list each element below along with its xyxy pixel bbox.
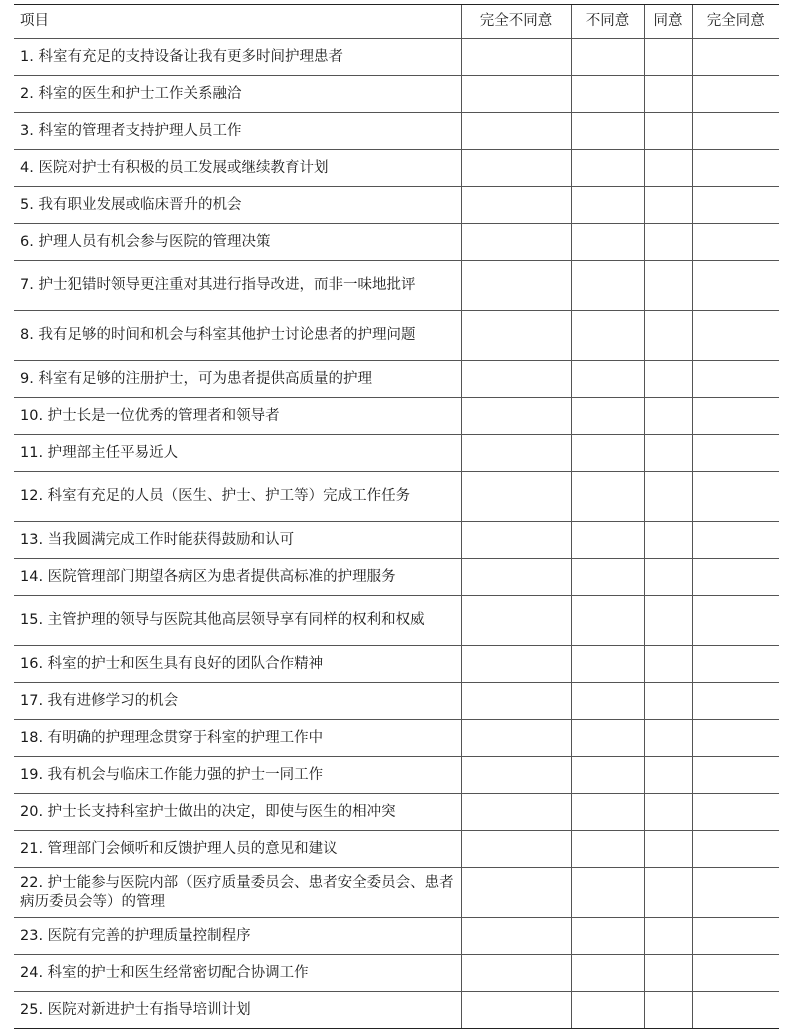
table-row: [14, 311, 779, 361]
response-cell-disagree[interactable]: [571, 794, 644, 831]
response-cell-strongly-agree[interactable]: [692, 831, 779, 868]
survey-item-text: 16. 科室的护士和医生具有良好的团队合作精神: [14, 646, 461, 683]
response-cell-strongly-agree[interactable]: [692, 150, 779, 187]
table-row: [14, 559, 779, 596]
response-cell-strongly-agree[interactable]: [692, 559, 779, 596]
response-cell-strongly-agree[interactable]: [692, 522, 779, 559]
table-row: [14, 596, 779, 646]
response-cell-strongly-agree[interactable]: [692, 187, 779, 224]
response-cell-disagree[interactable]: [571, 398, 644, 435]
survey-item-text: 21. 管理部门会倾听和反馈护理人员的意见和建议: [14, 831, 461, 868]
header-strongly-disagree: 完全不同意: [461, 5, 571, 39]
response-cell-strongly-disagree[interactable]: [461, 150, 571, 187]
response-cell-strongly-disagree[interactable]: [461, 646, 571, 683]
response-cell-strongly-agree[interactable]: [692, 955, 779, 992]
response-cell-disagree[interactable]: [571, 224, 644, 261]
table-row: [14, 831, 779, 868]
response-cell-strongly-disagree[interactable]: [461, 992, 571, 1029]
response-cell-strongly-disagree[interactable]: [461, 831, 571, 868]
response-cell-agree[interactable]: [644, 224, 692, 261]
response-cell-strongly-disagree[interactable]: [461, 361, 571, 398]
response-cell-disagree[interactable]: [571, 261, 644, 311]
response-cell-strongly-disagree[interactable]: [461, 794, 571, 831]
response-cell-disagree[interactable]: [571, 522, 644, 559]
response-cell-agree[interactable]: [644, 398, 692, 435]
survey-item-text: 15. 主管护理的领导与医院其他高层领导享有同样的权利和权威: [14, 596, 461, 646]
survey-item-text: 23. 医院有完善的护理质量控制程序: [14, 918, 461, 955]
table-row: [14, 683, 779, 720]
response-cell-strongly-disagree[interactable]: [461, 720, 571, 757]
response-cell-agree[interactable]: [644, 261, 692, 311]
header-item: 项目: [14, 5, 461, 39]
table-row: [14, 868, 779, 918]
response-cell-strongly-disagree[interactable]: [461, 559, 571, 596]
table-row: [14, 522, 779, 559]
response-cell-disagree[interactable]: [571, 955, 644, 992]
response-cell-disagree[interactable]: [571, 311, 644, 361]
response-cell-agree[interactable]: [644, 472, 692, 522]
response-cell-strongly-disagree[interactable]: [461, 113, 571, 150]
response-cell-strongly-agree[interactable]: [692, 646, 779, 683]
response-cell-strongly-disagree[interactable]: [461, 472, 571, 522]
survey-item-text: 5. 我有职业发展或临床晋升的机会: [14, 187, 461, 224]
response-cell-agree[interactable]: [644, 113, 692, 150]
survey-item-text: 13. 当我圆满完成工作时能获得鼓励和认可: [14, 522, 461, 559]
survey-item-text: 4. 医院对护士有积极的员工发展或继续教育计划: [14, 150, 461, 187]
table-row: [14, 113, 779, 150]
table-row: [14, 794, 779, 831]
survey-rows: [14, 39, 779, 1029]
response-cell-strongly-agree[interactable]: [692, 398, 779, 435]
response-cell-strongly-agree[interactable]: [692, 596, 779, 646]
table-row: [14, 187, 779, 224]
response-cell-disagree[interactable]: [571, 76, 644, 113]
response-cell-strongly-agree[interactable]: [692, 311, 779, 361]
response-cell-agree[interactable]: [644, 361, 692, 398]
survey-item-text: 1. 科室有充足的支持设备让我有更多时间护理患者: [14, 39, 461, 76]
response-cell-strongly-disagree[interactable]: [461, 261, 571, 311]
response-cell-agree[interactable]: [644, 559, 692, 596]
survey-item-text: 11. 护理部主任平易近人: [14, 435, 461, 472]
response-cell-agree[interactable]: [644, 955, 692, 992]
survey-item-text: 25. 医院对新进护士有指导培训计划: [14, 992, 461, 1029]
response-cell-strongly-agree[interactable]: [692, 361, 779, 398]
response-cell-strongly-agree[interactable]: [692, 113, 779, 150]
response-cell-agree[interactable]: [644, 435, 692, 472]
response-cell-strongly-disagree[interactable]: [461, 868, 571, 918]
survey-item-text: 14. 医院管理部门期望各病区为患者提供高标准的护理服务: [14, 559, 461, 596]
survey-item-text: 20. 护士长支持科室护士做出的决定，即使与医生的相冲突: [14, 794, 461, 831]
response-cell-strongly-agree[interactable]: [692, 794, 779, 831]
table-row: [14, 361, 779, 398]
response-cell-disagree[interactable]: [571, 646, 644, 683]
response-cell-strongly-agree[interactable]: [692, 261, 779, 311]
response-cell-agree[interactable]: [644, 720, 692, 757]
response-cell-strongly-agree[interactable]: [692, 683, 779, 720]
response-cell-strongly-disagree[interactable]: [461, 76, 571, 113]
response-cell-strongly-disagree[interactable]: [461, 918, 571, 955]
response-cell-disagree[interactable]: [571, 559, 644, 596]
survey-table-container: [14, 4, 779, 1029]
response-cell-agree[interactable]: [644, 76, 692, 113]
table-row: [14, 472, 779, 522]
response-cell-disagree[interactable]: [571, 150, 644, 187]
table-row: [14, 39, 779, 76]
survey-item-text: 19. 我有机会与临床工作能力强的护士一同工作: [14, 757, 461, 794]
table-row: [14, 918, 779, 955]
response-cell-strongly-disagree[interactable]: [461, 757, 571, 794]
table-row: [14, 224, 779, 261]
response-cell-strongly-agree[interactable]: [692, 757, 779, 794]
response-cell-disagree[interactable]: [571, 596, 644, 646]
survey-item-text: 22. 护士能参与医院内部（医疗质量委员会、患者安全委员会、患者病历委员会等）的管理: [14, 868, 461, 918]
response-cell-strongly-agree[interactable]: [692, 39, 779, 76]
table-row: [14, 261, 779, 311]
response-cell-strongly-disagree[interactable]: [461, 522, 571, 559]
response-cell-disagree[interactable]: [571, 435, 644, 472]
response-cell-disagree[interactable]: [571, 39, 644, 76]
response-cell-strongly-agree[interactable]: [692, 224, 779, 261]
survey-item-text: 10. 护士长是一位优秀的管理者和领导者: [14, 398, 461, 435]
header-disagree: 不同意: [571, 5, 644, 39]
response-cell-strongly-disagree[interactable]: [461, 596, 571, 646]
response-cell-disagree[interactable]: [571, 361, 644, 398]
table-row: [14, 757, 779, 794]
response-cell-disagree[interactable]: [571, 683, 644, 720]
response-cell-agree[interactable]: [644, 918, 692, 955]
header-agree: 同意: [644, 5, 692, 39]
response-cell-disagree[interactable]: [571, 720, 644, 757]
survey-item-text: 24. 科室的护士和医生经常密切配合协调工作: [14, 955, 461, 992]
table-row: [14, 955, 779, 992]
response-cell-strongly-disagree[interactable]: [461, 224, 571, 261]
survey-item-text: 18. 有明确的护理理念贯穿于科室的护理工作中: [14, 720, 461, 757]
response-cell-strongly-disagree[interactable]: [461, 311, 571, 361]
survey-item-text: 2. 科室的医生和护士工作关系融洽: [14, 76, 461, 113]
response-cell-strongly-disagree[interactable]: [461, 683, 571, 720]
survey-item-text: 6. 护理人员有机会参与医院的管理决策: [14, 224, 461, 261]
response-cell-agree[interactable]: [644, 187, 692, 224]
response-cell-disagree[interactable]: [571, 918, 644, 955]
table-row: [14, 76, 779, 113]
response-cell-strongly-agree[interactable]: [692, 472, 779, 522]
response-cell-disagree[interactable]: [571, 831, 644, 868]
table-row: [14, 646, 779, 683]
response-cell-agree[interactable]: [644, 311, 692, 361]
table-row: [14, 150, 779, 187]
response-cell-agree[interactable]: [644, 683, 692, 720]
response-cell-strongly-agree[interactable]: [692, 720, 779, 757]
response-cell-strongly-agree[interactable]: [692, 435, 779, 472]
response-cell-agree[interactable]: [644, 522, 692, 559]
response-cell-strongly-disagree[interactable]: [461, 955, 571, 992]
response-cell-agree[interactable]: [644, 794, 692, 831]
response-cell-disagree[interactable]: [571, 472, 644, 522]
response-cell-agree[interactable]: [644, 39, 692, 76]
nursing-environment-survey-table: [14, 4, 779, 1029]
survey-item-text: 7. 护士犯错时领导更注重对其进行指导改进，而非一味地批评: [14, 261, 461, 311]
response-cell-strongly-disagree[interactable]: [461, 187, 571, 224]
response-cell-agree[interactable]: [644, 868, 692, 918]
response-cell-disagree[interactable]: [571, 992, 644, 1029]
response-cell-agree[interactable]: [644, 831, 692, 868]
table-row: [14, 720, 779, 757]
response-cell-disagree[interactable]: [571, 187, 644, 224]
table-row: [14, 398, 779, 435]
table-header-row: [14, 5, 779, 39]
table-row: [14, 992, 779, 1029]
survey-item-text: 3. 科室的管理者支持护理人员工作: [14, 113, 461, 150]
response-cell-strongly-disagree[interactable]: [461, 435, 571, 472]
header-strongly-agree: 完全同意: [692, 5, 779, 39]
survey-item-text: 8. 我有足够的时间和机会与科室其他护士讨论患者的护理问题: [14, 311, 461, 361]
response-cell-disagree[interactable]: [571, 757, 644, 794]
response-cell-agree[interactable]: [644, 757, 692, 794]
response-cell-strongly-agree[interactable]: [692, 992, 779, 1029]
response-cell-disagree[interactable]: [571, 868, 644, 918]
response-cell-strongly-disagree[interactable]: [461, 39, 571, 76]
survey-item-text: 9. 科室有足够的注册护士，可为患者提供高质量的护理: [14, 361, 461, 398]
response-cell-agree[interactable]: [644, 150, 692, 187]
response-cell-disagree[interactable]: [571, 113, 644, 150]
response-cell-strongly-agree[interactable]: [692, 918, 779, 955]
response-cell-agree[interactable]: [644, 992, 692, 1029]
survey-item-text: 17. 我有进修学习的机会: [14, 683, 461, 720]
response-cell-agree[interactable]: [644, 596, 692, 646]
response-cell-strongly-disagree[interactable]: [461, 398, 571, 435]
table-row: [14, 435, 779, 472]
survey-item-text: 12. 科室有充足的人员（医生、护士、护工等）完成工作任务: [14, 472, 461, 522]
response-cell-agree[interactable]: [644, 646, 692, 683]
response-cell-strongly-agree[interactable]: [692, 76, 779, 113]
response-cell-strongly-agree[interactable]: [692, 868, 779, 918]
